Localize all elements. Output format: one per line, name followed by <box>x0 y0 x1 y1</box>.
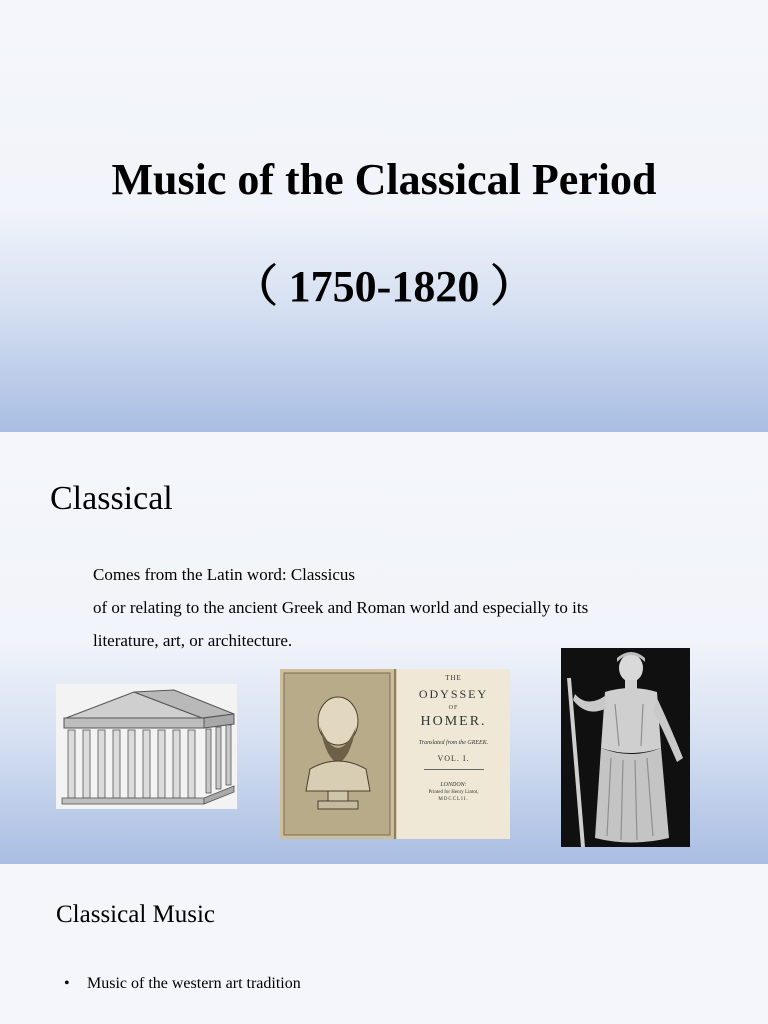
bullet-item <box>64 975 301 993</box>
greek-goddess-statue-image <box>561 648 690 847</box>
book-text: ODYSSEY <box>418 687 489 701</box>
slide-title: Music of the Classical Period <box>111 155 657 204</box>
book-text: Printed for Henry Lintot, <box>428 790 479 795</box>
homer-bust-engraving <box>280 669 396 839</box>
definition-text <box>93 558 588 657</box>
definition-line: Comes from the Latin word: Classicus <box>93 565 356 584</box>
divider <box>424 769 484 770</box>
book-text: THE <box>445 674 462 682</box>
bullet-text: Music of the western art tradition <box>87 975 301 992</box>
book-text: Translated from the GREEK. <box>418 740 489 746</box>
slide-subtitle-dates: （ 1750-1820 ） <box>233 262 535 311</box>
title-slide <box>0 0 768 432</box>
slide-heading: Classical <box>50 480 173 517</box>
greek-temple-image <box>56 684 237 809</box>
book-text: HOMER. <box>420 714 487 729</box>
bullet-icon: • <box>64 975 70 992</box>
book-text: OF <box>448 705 459 711</box>
book-title-page <box>397 669 510 839</box>
classical-music-slide <box>0 864 768 1024</box>
odyssey-of-homer-book-image <box>280 669 510 839</box>
book-text: VOL. I. <box>437 754 470 763</box>
definition-line: literature, art, or architecture. <box>93 631 293 650</box>
definition-line: of or relating to the ancient Greek and Roman world and especially to its <box>93 598 589 617</box>
book-text: MDCCLII. <box>438 797 469 802</box>
book-text: LONDON: <box>440 782 467 788</box>
slide-heading: Classical Music <box>56 901 216 928</box>
classical-definition-slide <box>0 432 768 864</box>
